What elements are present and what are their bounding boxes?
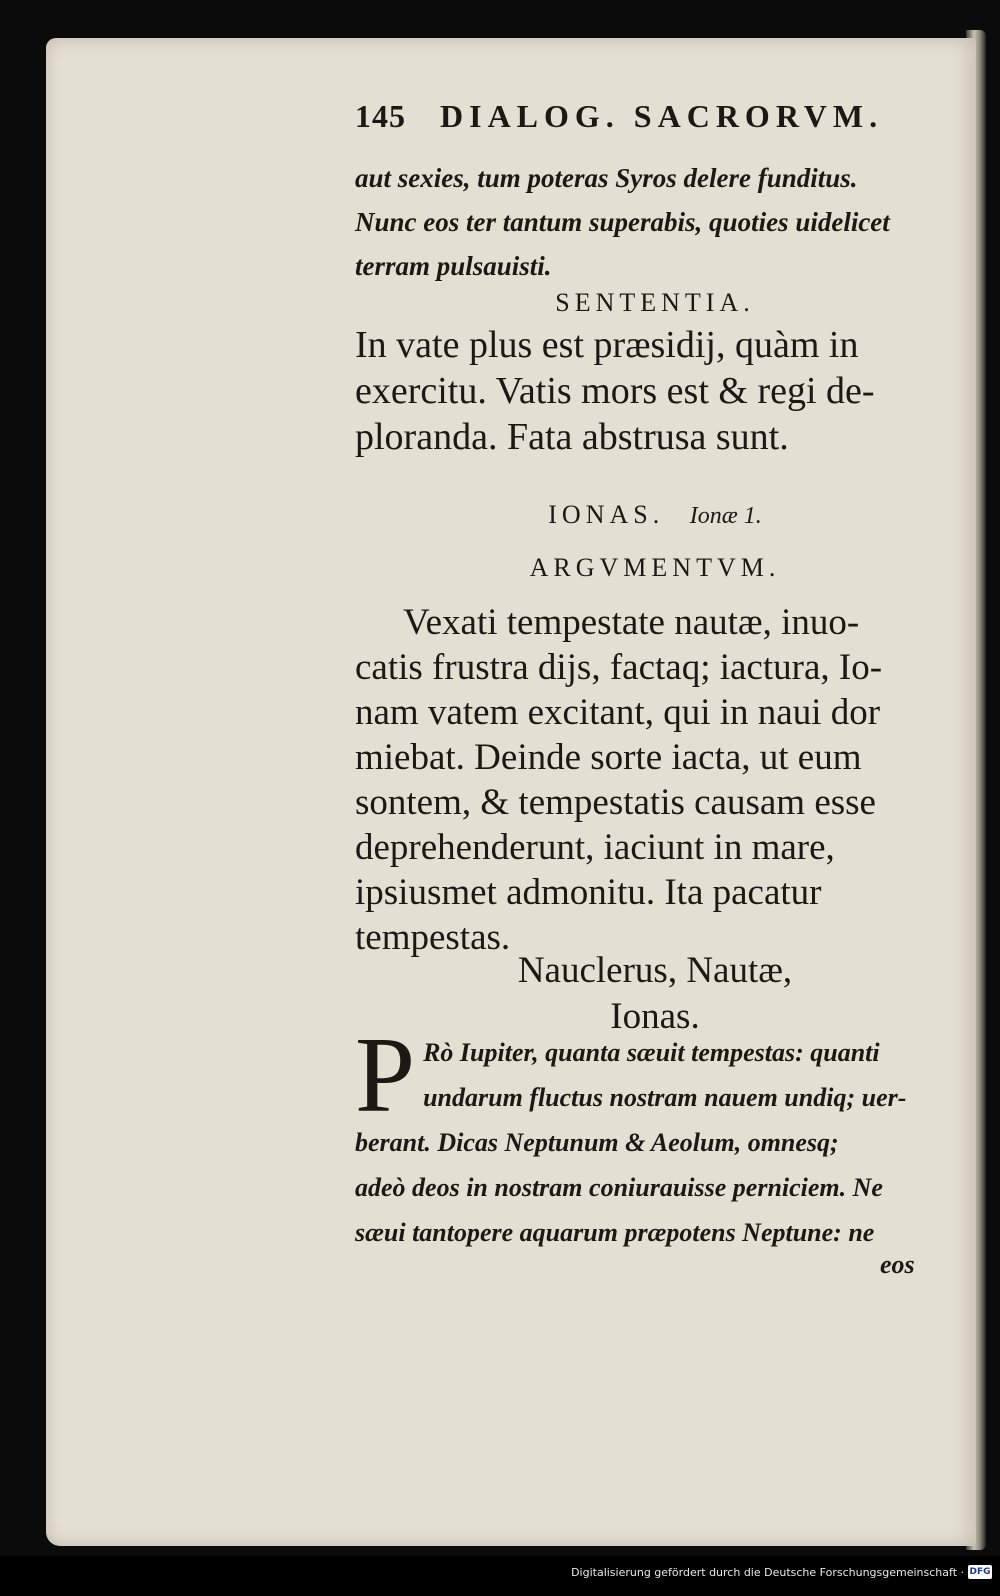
ionas-heading (355, 500, 955, 530)
previous-text (355, 156, 955, 288)
footer-bar (0, 1556, 1000, 1596)
text-line: ipsiusmet admonitu. Ita pacatur (355, 872, 822, 913)
sententia-heading: SENTENTIA. (555, 288, 755, 317)
text-line: ploranda. Fata abstrusa sunt. (355, 416, 789, 458)
argumentum-heading: ARGVMENTVM. (529, 553, 781, 582)
text-line: In vate plus est præsidij, quàm in (355, 324, 859, 366)
running-title: DIALOG. SACRORVM. (440, 98, 884, 134)
text-line: Ionas. (610, 996, 700, 1037)
text-line: terram pulsauisti. (355, 251, 552, 281)
page-number: 145 (355, 98, 406, 134)
dramatis-personae (355, 948, 955, 1040)
catchword: eos (880, 1250, 915, 1279)
dfg-logo: DFG (969, 1567, 991, 1577)
argumentum-body (355, 600, 955, 960)
text-line: Nauclerus, Nautæ, (517, 950, 793, 991)
text-line: berant. Dicas Neptunum & Aeolum, omnesq; (355, 1128, 839, 1157)
text-line: exercitu. Vatis mors est & regi de- (355, 370, 875, 412)
text-line: sontem, & tempestatis causam esse (355, 782, 876, 823)
text-line: deprehenderunt, iaciunt in mare, (355, 827, 835, 868)
footer-text: Digitalisierung gefördert durch die Deutsche Forschungsgemeinschaft · (571, 1566, 964, 1579)
ionas-title: IONAS. (548, 500, 665, 529)
running-header (355, 98, 955, 135)
text-line: adeò deos in nostram coniurauisse perniciem. Ne (355, 1173, 883, 1202)
text-line: catis frustra dijs, factaq; iactura, Io- (355, 647, 883, 688)
text-line: nam vatem excitant, qui in naui dor (355, 692, 881, 733)
text-line: undarum fluctus nostram nauem undiq; uer- (423, 1083, 907, 1112)
drop-cap: P (355, 1016, 416, 1135)
text-line: sæui tantopere aquarum præpotens Neptune: ne (355, 1218, 875, 1247)
text-line: aut sexies, tum poteras Syros delere funditus. (355, 163, 858, 193)
text-line: Nunc eos ter tantum superabis, quoties uidelicet (355, 207, 890, 237)
text-line: tempestas. (355, 917, 511, 958)
text-line: Rò Iupiter, quanta sæuit tempestas: quanti (423, 1038, 880, 1067)
text-line: miebat. Deinde sorte iacta, ut eum (355, 737, 862, 778)
sententia-body (355, 322, 955, 460)
ionas-reference: Ionæ 1. (689, 503, 762, 529)
text-line: Vexati tempestate nautæ, inuo- (403, 602, 860, 643)
